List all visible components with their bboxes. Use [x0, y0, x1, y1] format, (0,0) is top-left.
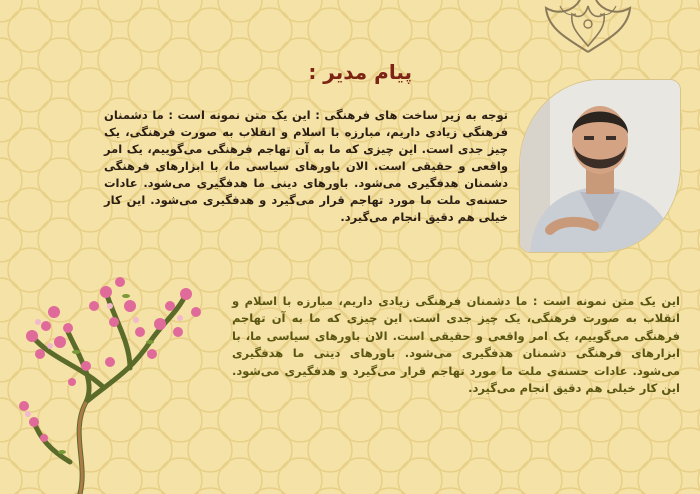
arabesque-ornament-icon [540, 0, 636, 54]
manager-portrait [520, 80, 680, 252]
manager-message-paragraph: توجه به زیر ساخت های فرهنگی : این یک متن نمونه است : ما دشمنان فرهنگی زیادی داریم، مبارزه با اسلام و انقلاب به صورت فرهنگی، یک چیز جدی است. این چیزی که ما به آن تهاجم فرهنگی می‌گوییم، یک امر واقعی و حقیقی است. الان باورهای سیاسی ما، با ابزارهای فرهنگی دشمنان هدفگیری می‌شود. باورهای دینی ما هدفگیری می‌شود. عادات حسنه‌ی ملت ما مورد تهاجم قرار می‌گیرد و هدفگیری می‌شود. این کار خیلی هم دقیق انجام می‌گیرد. [104, 108, 508, 224]
manager-portrait-icon [520, 80, 680, 252]
sample-text-paragraph: این یک متن نمونه است : ما دشمنان فرهنگی زیادی داریم، مبارزه با اسلام و انقلاب به صورت فرهنگی، یک چیز جدی است. این چیزی که ما به آن تهاجم فرهنگی می‌گوییم، یک امر واقعی و حقیقی است. الان باورهای سیاسی ما، با ابزارهای فرهنگی دشمنان هدفگیری می‌شود. باورهای دینی ما هدفگیری می‌شود. عادات حسنه‌ی ملت ما مورد تهاجم قرار می‌گیرد و هدفگیری می‌شود. این کار خیلی هم دقیق انجام می‌گیرد. [232, 294, 680, 396]
page-title: پیام مدیر : [308, 60, 412, 84]
blossom-tree-icon [10, 262, 210, 494]
